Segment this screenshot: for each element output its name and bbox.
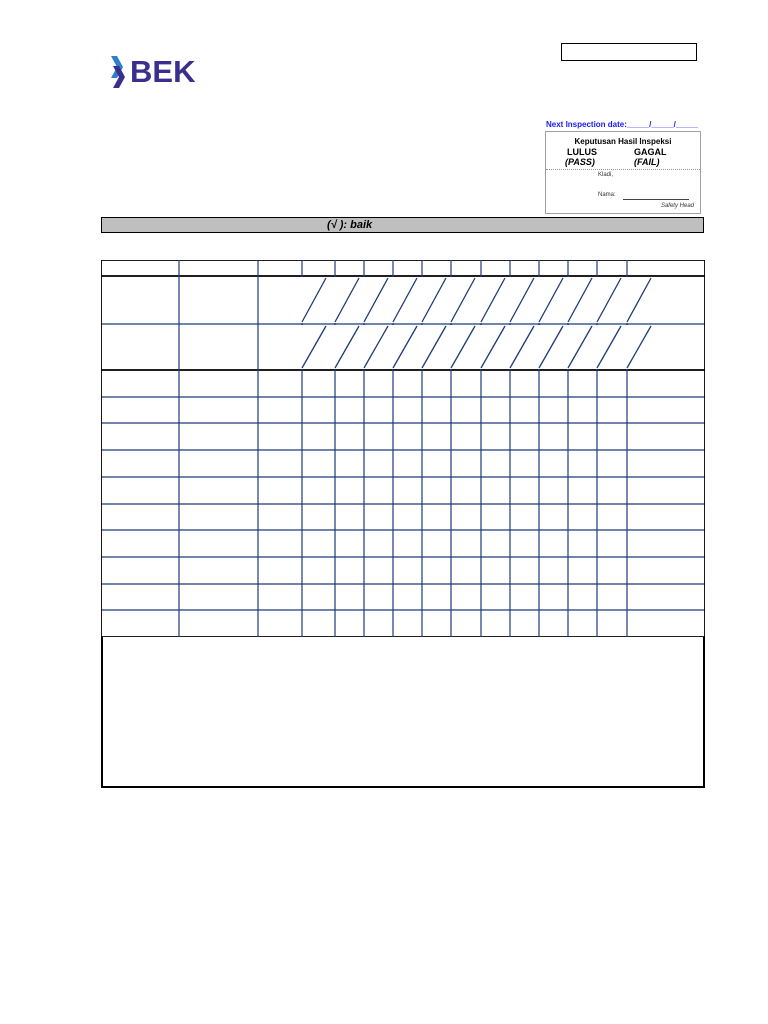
header-cell-mask <box>421 277 423 323</box>
header-diagonal-line <box>302 326 326 368</box>
header-cell-mask <box>509 325 511 369</box>
header-diagonal-line <box>422 278 446 322</box>
header-cell-mask <box>596 325 598 369</box>
header-cell-mask <box>334 325 336 369</box>
result-divider <box>546 169 700 170</box>
header-cell-mask <box>363 277 365 323</box>
header-cell-mask <box>626 325 628 369</box>
header-cell-mask <box>363 325 365 369</box>
header-diagonal-line <box>393 278 417 322</box>
header-diagonal-line <box>335 326 359 368</box>
header-diagonal-line <box>481 326 505 368</box>
pass-label[interactable]: LULUS <box>567 147 597 157</box>
header-cell-mask <box>626 277 628 323</box>
inspection-table <box>101 260 705 637</box>
header-diagonal-line <box>627 326 651 368</box>
pass-english-label: (PASS) <box>565 157 595 167</box>
header-diagonal-line <box>451 278 475 322</box>
fail-english-label: (FAIL) <box>634 157 660 167</box>
nama-label: Nama: <box>598 192 616 198</box>
result-title: Keputusan Hasil Inspeksi <box>574 137 672 146</box>
header-diagonal-line <box>481 278 505 322</box>
header-diagonal-line <box>364 278 388 322</box>
header-diagonal-line <box>393 326 417 368</box>
header-diagonal-line <box>335 278 359 322</box>
header-cell-mask <box>450 325 452 369</box>
header-cell-mask <box>567 325 569 369</box>
legend-bar <box>101 217 704 233</box>
header-cell-mask <box>421 325 423 369</box>
header-cell-mask <box>509 277 511 323</box>
header-diagonal-line <box>364 326 388 368</box>
header-cell-mask <box>567 277 569 323</box>
header-cell-mask <box>334 277 336 323</box>
header-cell-mask <box>480 277 482 323</box>
document-number-box[interactable] <box>561 43 697 61</box>
notes-box[interactable] <box>101 637 705 788</box>
header-diagonal-line <box>597 326 621 368</box>
header-diagonal-line <box>302 278 326 322</box>
header-diagonal-line <box>510 278 534 322</box>
legend-text: (√ ): baik <box>327 219 373 231</box>
header-cell-mask <box>301 277 303 323</box>
nama-signature-line[interactable] <box>623 199 689 200</box>
logo-text: BEK <box>130 54 196 89</box>
role-label: Safety Head <box>660 203 694 209</box>
kladi-label: Kladi, <box>598 172 614 178</box>
next-inspection-date: Next Inspection date:_____/_____/_____ <box>546 120 699 129</box>
header-cell-mask <box>301 325 303 369</box>
header-diagonal-line <box>568 278 592 322</box>
header-cell-mask <box>596 277 598 323</box>
fail-label[interactable]: GAGAL <box>634 147 667 157</box>
header-diagonal-line <box>422 326 446 368</box>
header-cell-mask <box>538 277 540 323</box>
header-diagonal-line <box>597 278 621 322</box>
header-diagonal-line <box>539 278 563 322</box>
company-logo <box>108 52 208 92</box>
header-diagonal-line <box>627 278 651 322</box>
header-cell-mask <box>392 277 394 323</box>
inspection-result-panel <box>545 131 701 214</box>
header-cell-mask <box>392 325 394 369</box>
header-diagonal-line <box>539 326 563 368</box>
header-cell-mask <box>480 325 482 369</box>
header-diagonal-line <box>451 326 475 368</box>
header-cell-mask <box>450 277 452 323</box>
header-diagonal-line <box>510 326 534 368</box>
logo-mark-icon <box>108 54 132 90</box>
header-diagonal-line <box>568 326 592 368</box>
header-cell-mask <box>538 325 540 369</box>
